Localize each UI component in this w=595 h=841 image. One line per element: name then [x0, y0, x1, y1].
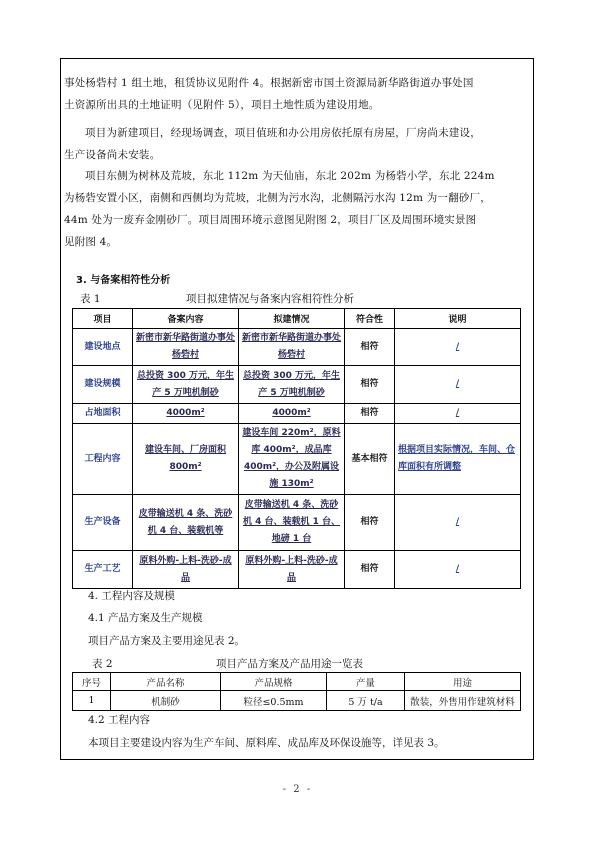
cell-filed: 皮带输送机 4 条、洗砂机 4 台、装载机等 [133, 495, 239, 551]
cell-item: 占地面积 [73, 404, 133, 424]
table-row [73, 424, 521, 495]
subsection-4-1: 4.1 产品方案及生产规模 [88, 612, 203, 624]
cell-note: / [395, 495, 521, 551]
cell-filed: 新密市新华路街道办事处杨砦村 [133, 329, 239, 366]
col-header-planned: 拟建情况 [239, 309, 345, 329]
text-line: 生产设备尚未安装。 [64, 149, 161, 161]
subsection-4-1-text: 项目产品方案及主要用途见表 2。 [88, 635, 246, 647]
product-table [72, 672, 521, 711]
col-header-no: 序号 [73, 673, 111, 691]
cell-conformity: 相符 [345, 495, 395, 551]
cell-note: / [395, 329, 521, 366]
text-line: 项目为新建项目，经现场调查，项目值班和办公用房依托原有房屋，厂房尚未建设， [85, 127, 481, 139]
col-header-conformity: 符合性 [345, 309, 395, 329]
cell-item: 生产工艺 [73, 551, 133, 589]
cell-filed: 原料外购-上料-洗砂-成品 [133, 551, 239, 589]
cell-conformity: 相符 [345, 404, 395, 424]
cell-planned: 原料外购-上料-洗砂-成品 [239, 551, 345, 589]
cell-filed: 4000m² [133, 404, 239, 424]
cell-planned: 4000m² [239, 404, 345, 424]
section-heading-4: 4. 工程内容及规模 [88, 590, 175, 602]
table-row [73, 551, 521, 589]
cell-planned: 新密市新华路街道办事处杨砦村 [239, 329, 345, 366]
cell-note: / [395, 551, 521, 589]
col-header-output: 产量 [327, 673, 405, 691]
col-header-name: 产品名称 [111, 673, 221, 691]
cell-conformity: 相符 [345, 551, 395, 589]
cell-note: / [395, 404, 521, 424]
cell-item: 工程内容 [73, 424, 133, 495]
col-header-spec: 产品规格 [221, 673, 327, 691]
col-header-filed: 备案内容 [133, 309, 239, 329]
cell-filed: 建设车间、厂房面积 800m² [133, 424, 239, 495]
table2-label: 表 2 [92, 658, 113, 670]
table-row [73, 366, 521, 404]
text-line: 为杨砦安置小区，南侧和西侧均为荒坡，北侧为污水沟，北侧隔污水沟 12m 为一翻砂厂， [64, 192, 491, 204]
table-header-row [73, 309, 521, 329]
paragraph-surroundings [64, 165, 530, 253]
cell-planned: 建设车间 220m²，原料库 400m²，成品库 400m²，办公及附属设施 130m² [239, 424, 345, 495]
table2-title: 项目产品方案及产品用途一览表 [216, 658, 363, 670]
text-line: 项目东侧为树林及荒坡，东北 112m 为天仙庙，东北 202m 为杨砦小学，东北 224m [85, 170, 495, 182]
cell-note: 根据项目实际情况，车间、仓库面积有所调整 [395, 424, 521, 495]
table-row [73, 495, 521, 551]
text-line: 土资源所出具的土地证明（见附件 5），项目土地性质为建设用地。 [64, 99, 380, 111]
cell-output: 5 万 t/a [327, 691, 405, 711]
page-number: - 2 - [282, 784, 313, 795]
table-row [73, 329, 521, 366]
cell-conformity: 相符 [345, 329, 395, 366]
conformity-table [72, 308, 521, 589]
table-row [73, 404, 521, 424]
table1-title: 项目拟建情况与备案内容相符性分析 [186, 293, 354, 305]
cell-planned: 皮带输送机 4 条、洗砂机 4 台、装载机 1 台、地磅 1 台 [239, 495, 345, 551]
text-line: 见附图 4。 [64, 236, 118, 248]
text-line: 44m 处为一废弃金刚砂厂。项目周围环境示意图见附图 2，项目厂区及周围环境实景图 [64, 214, 477, 226]
table-row [73, 691, 521, 711]
subsection-4-2: 4.2 工程内容 [88, 714, 151, 726]
table-header-row [73, 673, 521, 691]
section-heading-3: 3. 与备案相符性分析 [76, 275, 171, 286]
col-header-note: 说明 [395, 309, 521, 329]
col-header-item: 项目 [73, 309, 133, 329]
paragraph-land-lease [64, 72, 530, 116]
cell-filed: 总投资 300 万元，年生产 5 万吨机制砂 [133, 366, 239, 404]
col-header-use: 用途 [405, 673, 521, 691]
cell-planned: 总投资 300 万元，年生产 5 万吨机制砂 [239, 366, 345, 404]
cell-use: 散装，外售用作建筑材料 [405, 691, 521, 711]
cell-no: 1 [73, 691, 111, 711]
table1-label: 表 1 [80, 293, 101, 305]
cell-item: 建设地点 [73, 329, 133, 366]
cell-conformity: 相符 [345, 366, 395, 404]
cell-conformity: 基本相符 [345, 424, 395, 495]
cell-item: 建设规模 [73, 366, 133, 404]
cell-spec: 粒径≤0.5mm [221, 691, 327, 711]
cell-item: 生产设备 [73, 495, 133, 551]
cell-name: 机制砂 [111, 691, 221, 711]
cell-note: / [395, 366, 521, 404]
text-line: 事处杨砦村 1 组土地，租赁协议见附件 4。根据新密市国土资源局新华路街道办事处国 [64, 77, 474, 89]
subsection-4-2-text: 本项目主要建设内容为生产车间、原料库、成品库及环保设施等，详见表 3。 [88, 737, 445, 749]
paragraph-project-status [64, 122, 530, 166]
